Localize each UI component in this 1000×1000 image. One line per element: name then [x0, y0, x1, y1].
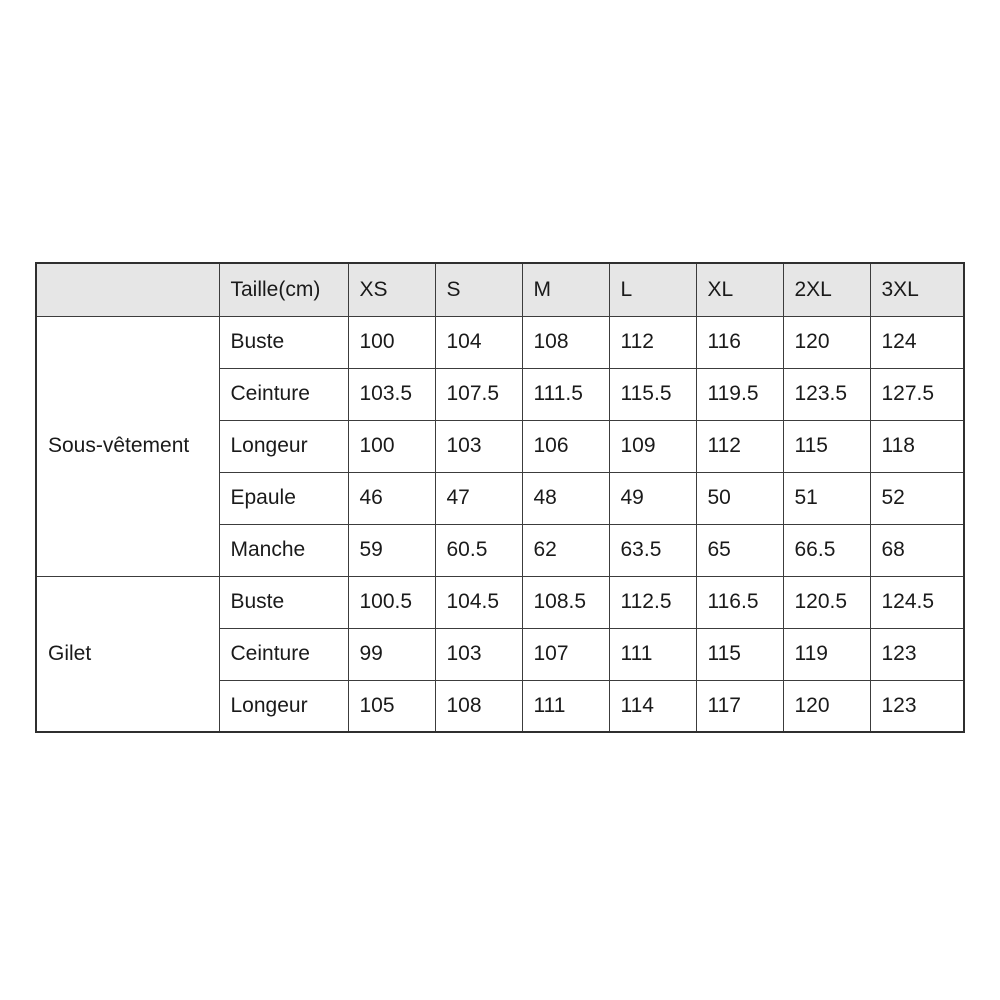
value-cell: 100: [348, 420, 435, 472]
header-size-cell-xs: XS: [348, 263, 435, 316]
value-cell: 119: [783, 628, 870, 680]
value-cell: 115: [696, 628, 783, 680]
table-row: [36, 576, 964, 628]
value-cell: 100.5: [348, 576, 435, 628]
header-size-cell-m: M: [522, 263, 609, 316]
value-cell: 108: [435, 680, 522, 732]
value-cell: 120: [783, 680, 870, 732]
value-cell: 49: [609, 472, 696, 524]
value-cell: 105: [348, 680, 435, 732]
value-cell: 103: [435, 420, 522, 472]
value-cell: 68: [870, 524, 964, 576]
value-cell: 107: [522, 628, 609, 680]
header-measure-cell: Taille(cm): [219, 263, 348, 316]
value-cell: 48: [522, 472, 609, 524]
value-cell: 111: [522, 680, 609, 732]
value-cell: 65: [696, 524, 783, 576]
header-size-cell-l: L: [609, 263, 696, 316]
header-row: [36, 263, 964, 316]
value-cell: 112: [696, 420, 783, 472]
value-cell: 117: [696, 680, 783, 732]
value-cell: 104: [435, 316, 522, 368]
value-cell: 112: [609, 316, 696, 368]
value-cell: 106: [522, 420, 609, 472]
value-cell: 118: [870, 420, 964, 472]
value-cell: 123: [870, 628, 964, 680]
table-row: [36, 316, 964, 368]
value-cell: 116: [696, 316, 783, 368]
value-cell: 120.5: [783, 576, 870, 628]
header-corner-cell: [36, 263, 219, 316]
value-cell: 46: [348, 472, 435, 524]
category-cell-sous-vetement: Sous-vêtement: [36, 316, 219, 576]
value-cell: 120: [783, 316, 870, 368]
value-cell: 59: [348, 524, 435, 576]
value-cell: 103.5: [348, 368, 435, 420]
header-size-cell-3xl: 3XL: [870, 263, 964, 316]
value-cell: 119.5: [696, 368, 783, 420]
row-label-cell: Ceinture: [219, 368, 348, 420]
value-cell: 51: [783, 472, 870, 524]
value-cell: 103: [435, 628, 522, 680]
value-cell: 100: [348, 316, 435, 368]
value-cell: 108.5: [522, 576, 609, 628]
size-chart-table: [35, 262, 965, 733]
value-cell: 99: [348, 628, 435, 680]
category-cell-gilet: Gilet: [36, 576, 219, 732]
value-cell: 115.5: [609, 368, 696, 420]
value-cell: 123.5: [783, 368, 870, 420]
value-cell: 116.5: [696, 576, 783, 628]
header-size-cell-2xl: 2XL: [783, 263, 870, 316]
row-label-cell: Longeur: [219, 680, 348, 732]
value-cell: 124.5: [870, 576, 964, 628]
value-cell: 63.5: [609, 524, 696, 576]
value-cell: 112.5: [609, 576, 696, 628]
header-size-cell-s: S: [435, 263, 522, 316]
value-cell: 123: [870, 680, 964, 732]
value-cell: 104.5: [435, 576, 522, 628]
value-cell: 62: [522, 524, 609, 576]
row-label-cell: Buste: [219, 316, 348, 368]
value-cell: 52: [870, 472, 964, 524]
value-cell: 111: [609, 628, 696, 680]
header-size-cell-xl: XL: [696, 263, 783, 316]
value-cell: 60.5: [435, 524, 522, 576]
value-cell: 115: [783, 420, 870, 472]
value-cell: 66.5: [783, 524, 870, 576]
value-cell: 109: [609, 420, 696, 472]
value-cell: 127.5: [870, 368, 964, 420]
row-label-cell: Ceinture: [219, 628, 348, 680]
value-cell: 108: [522, 316, 609, 368]
value-cell: 107.5: [435, 368, 522, 420]
row-label-cell: Buste: [219, 576, 348, 628]
value-cell: 124: [870, 316, 964, 368]
value-cell: 47: [435, 472, 522, 524]
value-cell: 111.5: [522, 368, 609, 420]
row-label-cell: Manche: [219, 524, 348, 576]
row-label-cell: Longeur: [219, 420, 348, 472]
value-cell: 50: [696, 472, 783, 524]
row-label-cell: Epaule: [219, 472, 348, 524]
value-cell: 114: [609, 680, 696, 732]
